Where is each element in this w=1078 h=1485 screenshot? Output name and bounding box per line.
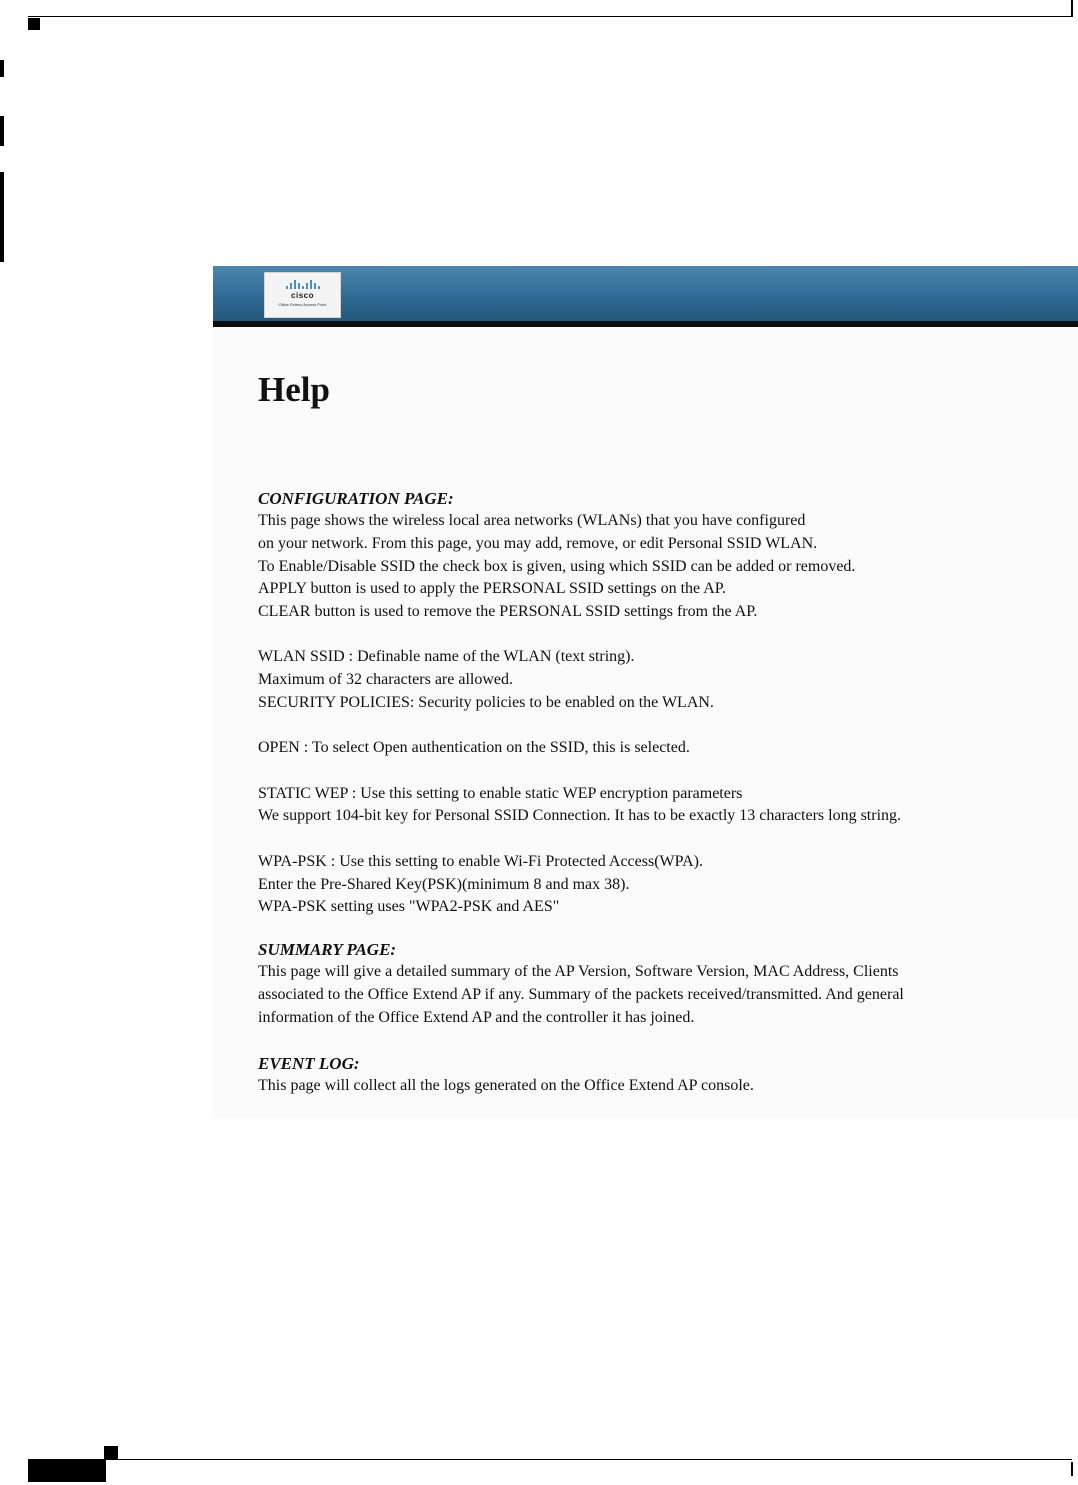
paragraph bbox=[258, 737, 1058, 760]
page-title: Help bbox=[258, 370, 330, 409]
paragraph bbox=[258, 510, 1058, 624]
text-line: associated to the Office Extend AP if any. Summary of the packets received/transmitted. And general bbox=[258, 985, 904, 1003]
text-line: Maximum of 32 characters are allowed. bbox=[258, 671, 514, 689]
text-line: OPEN : To select Open authentication on the SSID, this is selected. bbox=[258, 739, 690, 757]
text-line: To Enable/Disable SSID the check box is given, using which SSID can be added or removed. bbox=[258, 557, 856, 575]
change-bar bbox=[0, 172, 4, 262]
footer-rule-cap bbox=[1071, 1462, 1073, 1476]
header-rule-cap bbox=[1071, 0, 1073, 17]
section-title: EVENT LOG: bbox=[258, 1054, 360, 1073]
section-title: SUMMARY PAGE: bbox=[258, 940, 397, 959]
header-rule bbox=[28, 16, 1072, 17]
text-line: We support 104-bit key for Personal SSID Connection. It has to be exactly 13 characters long string. bbox=[258, 807, 902, 825]
text-line: information of the Office Extend AP and the controller it has joined. bbox=[258, 1008, 695, 1026]
footer-rule bbox=[28, 1459, 1072, 1460]
paragraph bbox=[258, 851, 1058, 919]
banner-divider bbox=[213, 321, 1078, 327]
event-log-section bbox=[258, 1053, 1058, 1098]
footer-marker bbox=[104, 1446, 118, 1460]
section-title: CONFIGURATION PAGE: bbox=[258, 489, 454, 508]
help-content bbox=[258, 370, 1058, 1094]
text-line: This page will collect all the logs generated on the Office Extend AP console. bbox=[258, 1077, 754, 1094]
text-line: STATIC WEP : Use this setting to enable static WEP encryption parameters bbox=[258, 784, 743, 802]
change-bar bbox=[0, 60, 4, 77]
text-line: WLAN SSID : Definable name of the WLAN (text string). bbox=[258, 648, 635, 666]
configuration-section bbox=[258, 488, 1058, 942]
text-line: WPA-PSK : Use this setting to enable Wi-Fi Protected Access(WPA). bbox=[258, 852, 703, 870]
page-marker bbox=[28, 18, 40, 30]
text-line: SECURITY POLICIES: Security policies to be enabled on the WLAN. bbox=[258, 694, 714, 712]
help-page-screenshot bbox=[213, 266, 1078, 1118]
cisco-bars-icon bbox=[286, 279, 320, 289]
text-line: on your network. From this page, you may add, remove, or edit Personal SSID WLAN. bbox=[258, 534, 818, 552]
page-number-tab bbox=[28, 1460, 106, 1482]
text-line: WPA-PSK setting uses "WPA2-PSK and AES" bbox=[258, 898, 560, 916]
text-line: This page will give a detailed summary of the AP Version, Software Version, MAC Address, Clients bbox=[258, 963, 899, 980]
change-bar bbox=[0, 116, 4, 146]
paragraph bbox=[258, 646, 1058, 714]
text-line: Enter the Pre-Shared Key(PSK)(minimum 8 and max 38). bbox=[258, 875, 630, 893]
text-line: CLEAR button is used to remove the PERSONAL SSID settings from the AP. bbox=[258, 603, 758, 621]
logo-brand: cisco bbox=[291, 291, 314, 300]
summary-section bbox=[258, 939, 1058, 1029]
text-line: APPLY button is used to apply the PERSONAL SSID settings on the AP. bbox=[258, 580, 726, 598]
logo-caption: Office Extend Access Point bbox=[278, 302, 327, 307]
text-line: This page shows the wireless local area networks (WLANs) that you have configured bbox=[258, 512, 806, 529]
paragraph bbox=[258, 783, 1058, 829]
cisco-logo bbox=[264, 272, 341, 318]
banner bbox=[213, 266, 1078, 321]
